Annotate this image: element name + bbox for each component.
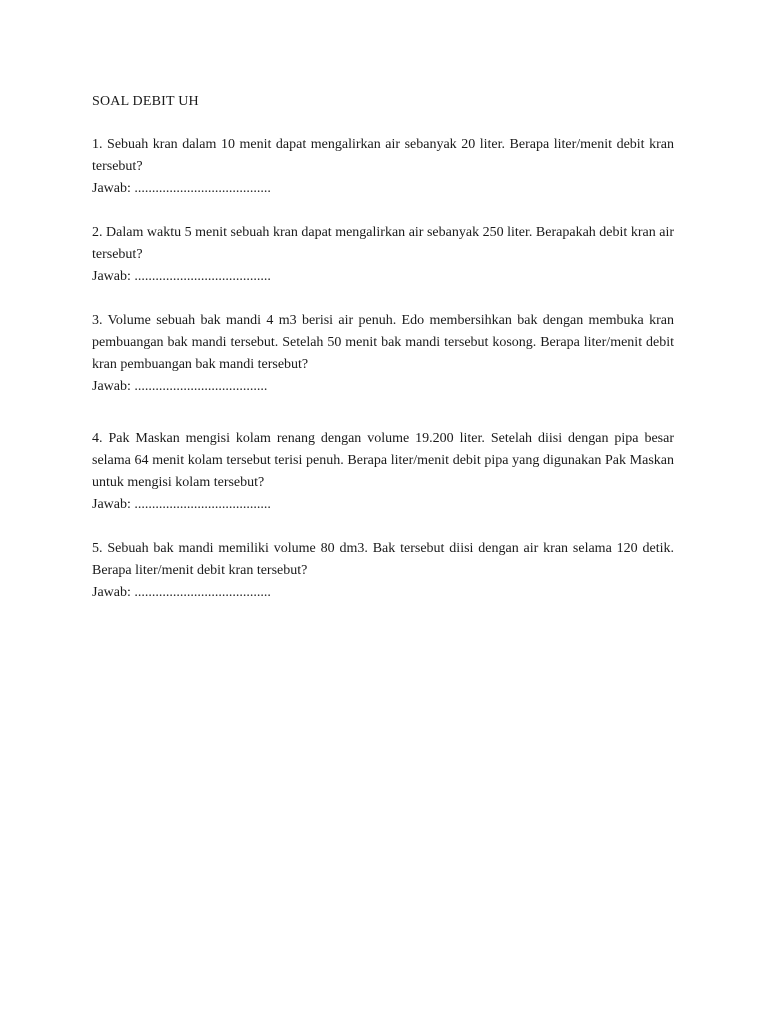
question-2 <box>92 222 674 288</box>
question-5 <box>92 538 674 604</box>
question-3 <box>92 310 674 398</box>
question-text: 1. Sebuah kran dalam 10 menit dapat mengalirkan air sebanyak 20 liter. Berapa liter/menit debit kran tersebut? <box>92 137 674 174</box>
answer-line: Jawab: ...................................... <box>92 379 268 394</box>
question-text: 5. Sebuah bak mandi memiliki volume 80 dm3. Bak tersebut diisi dengan air kran selama 120 detik. Berapa liter/menit debit kran tersebut? <box>92 541 674 578</box>
answer-line: Jawab: ....................................... <box>92 269 271 284</box>
question-text: 3. Volume sebuah bak mandi 4 m3 berisi air penuh. Edo membersihkan bak dengan membuka kran pembuangan bak mandi tersebut. Setelah 50 menit bak mandi tersebut kosong. Berapa liter/menit debit kran pembuangan bak mandi tersebut? <box>92 313 674 372</box>
document-page <box>92 92 674 626</box>
question-4 <box>92 428 674 516</box>
answer-line: Jawab: ....................................... <box>92 497 271 512</box>
question-text: 2. Dalam waktu 5 menit sebuah kran dapat mengalirkan air sebanyak 250 liter. Berapakah debit kran air tersebut? <box>92 225 674 262</box>
question-1 <box>92 134 674 200</box>
answer-line: Jawab: ....................................... <box>92 181 271 196</box>
question-text: 4. Pak Maskan mengisi kolam renang dengan volume 19.200 liter. Setelah diisi dengan pipa besar selama 64 menit kolam tersebut terisi penuh. Berapa liter/menit debit pipa yang digunakan Pak Maskan untuk mengisi kolam tersebut? <box>92 431 674 490</box>
answer-line: Jawab: ....................................... <box>92 585 271 600</box>
document-title: SOAL DEBIT UH <box>92 94 199 109</box>
